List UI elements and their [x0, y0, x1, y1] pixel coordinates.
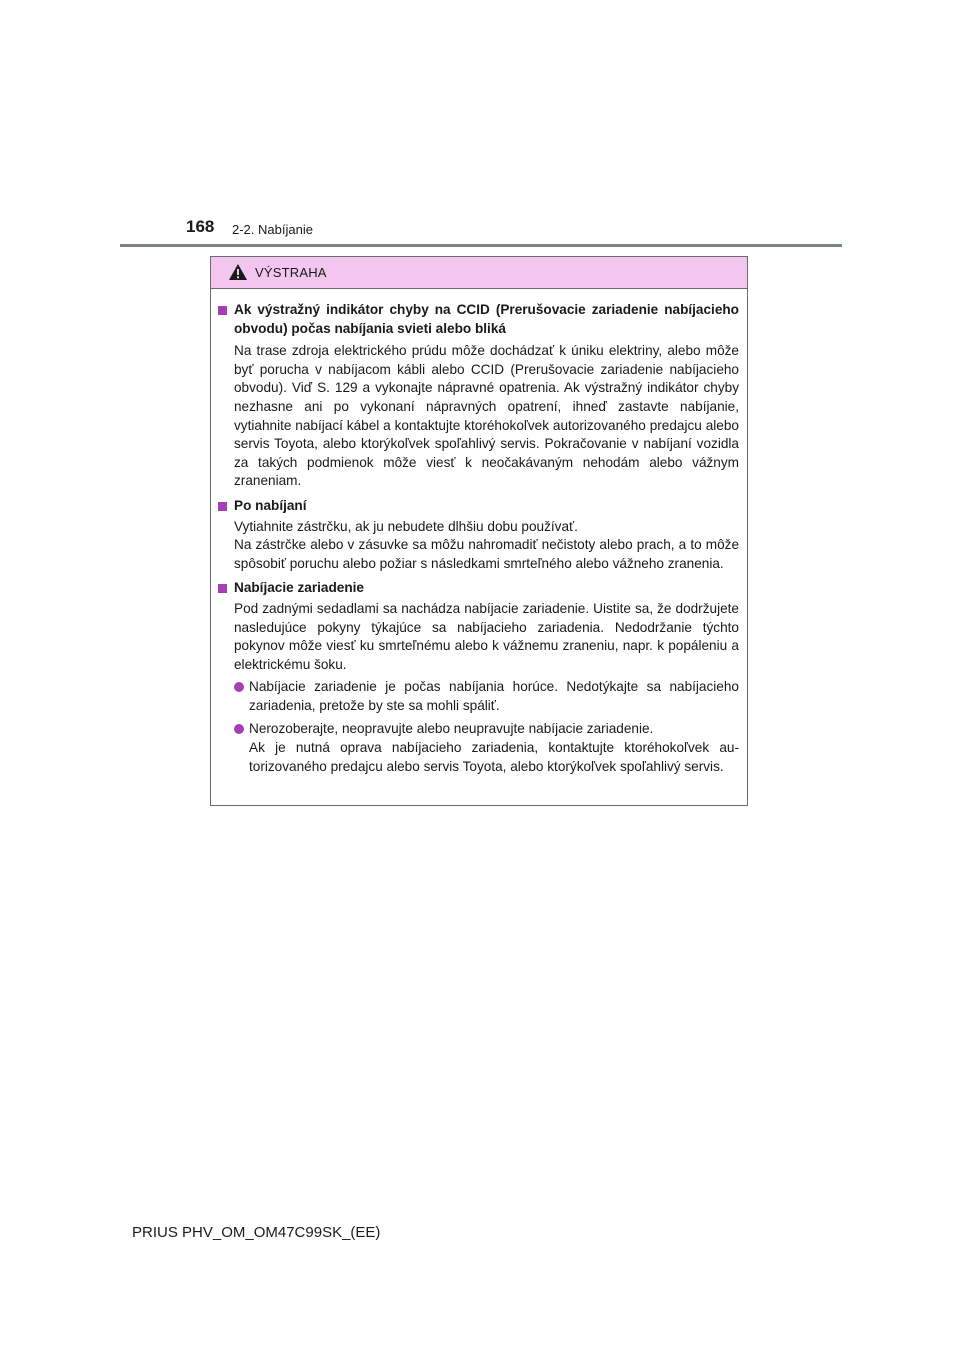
sub-bullet-line: Ak je nutná oprava nabíjacieho zariadenia, kontaktujte ktoréhokoľvek autorizovaného predajcu alebo servis Toyota, alebo ktorýkoľvek spoľahlivý servis. — [249, 740, 739, 774]
warning-item-heading — [218, 301, 739, 338]
square-bullet-icon — [218, 306, 227, 315]
square-bullet-icon — [218, 584, 227, 593]
warning-item-paragraph: Pod zadnými sedadlami sa nachádza nabíjacie zariadenie. Uistite sa, že dodržujete nasledujúce pokyny týkajúce sa nabíjacieho zariadenia. Nedodržanie týchto pokynov môže viesť ku smrteľnému alebo k vážnemu zraneniu, napr. k popáleniu a elektrickému šoku. — [234, 600, 739, 672]
warning-item-heading — [218, 579, 739, 598]
square-bullet-icon — [218, 502, 227, 511]
circle-bullet-icon — [234, 682, 244, 692]
warning-item — [218, 301, 739, 491]
sub-bullet-line: Nabíjacie zariadenie je počas nabíjania horúce. Nedotýkajte sa nabíjacieho zariadenia, pretože by ste sa mohli spáliť. — [249, 679, 739, 713]
warning-item-title: Po nabíjaní — [234, 497, 307, 513]
warning-body — [211, 289, 747, 776]
warning-item — [218, 497, 739, 573]
warning-item-paragraph: Na trase zdroja elektrického prúdu môže dochádzať k úniku elektriny, alebo môže byť porucha v nabíjacom kábli alebo CCID (Prerušovacie zariadenie nabíjacieho obvodu). Viď S. 129 a vykonajte nápravné opatrenia. Ak výstražný indikátor chyby nezhasne ani po vykonaní nápravných opatrení, ihneď zastavte nabíjanie, vytiahnite nabíjací kábel a kontaktujte ktoréhokoľvek autorizovaného predajcu alebo servis Toyota, alebo ktorýkoľvek spoľahlivý servis. Pokračovanie v nabíjaní vozidla za takých podmienok môže viesť k neočakávaným nehodám alebo vážnym zraneniam. — [234, 343, 739, 489]
warning-sub-bullet — [234, 678, 739, 715]
warning-item-paragraph: Vytiahnite zástrčku, ak ju nebudete dlhšiu dobu používať. — [234, 518, 578, 534]
warning-item — [218, 579, 739, 776]
footer-document-code: PRIUS PHV_OM_OM47C99SK_(EE) — [132, 1224, 381, 1241]
circle-bullet-icon — [234, 724, 244, 734]
warning-item-title: Nabíjacie zariadenie — [234, 580, 364, 596]
page-number: 168 — [186, 217, 215, 236]
warning-sub-bullet — [234, 720, 739, 776]
section-title: 2-2. Nabíjanie — [232, 222, 313, 237]
warning-label: VÝSTRAHA — [255, 265, 327, 280]
warning-item-heading — [218, 497, 739, 516]
warning-box — [210, 256, 748, 806]
warning-header — [211, 257, 747, 289]
header-rule — [120, 244, 842, 247]
warning-triangle-icon — [228, 263, 248, 281]
sub-bullet-text — [249, 720, 739, 776]
warning-item-title: Ak výstražný indikátor chyby na CCID (Prerušovacie zariadenie nabíjacieho obvodu) počas nabíjania svieti alebo bliká — [234, 302, 739, 336]
warning-item-paragraph: Na zástrčke alebo v zásuvke sa môžu nahromadiť nečistoty alebo prach, a to môže spôsobiť poruchu alebo požiar s následkami smrteľného alebo vážneho zranenia. — [234, 537, 739, 571]
sub-bullet-text — [249, 678, 739, 715]
sub-bullet-line: Nerozoberajte, neopravujte alebo neupravujte nabíjacie zariadenie. — [249, 721, 654, 737]
